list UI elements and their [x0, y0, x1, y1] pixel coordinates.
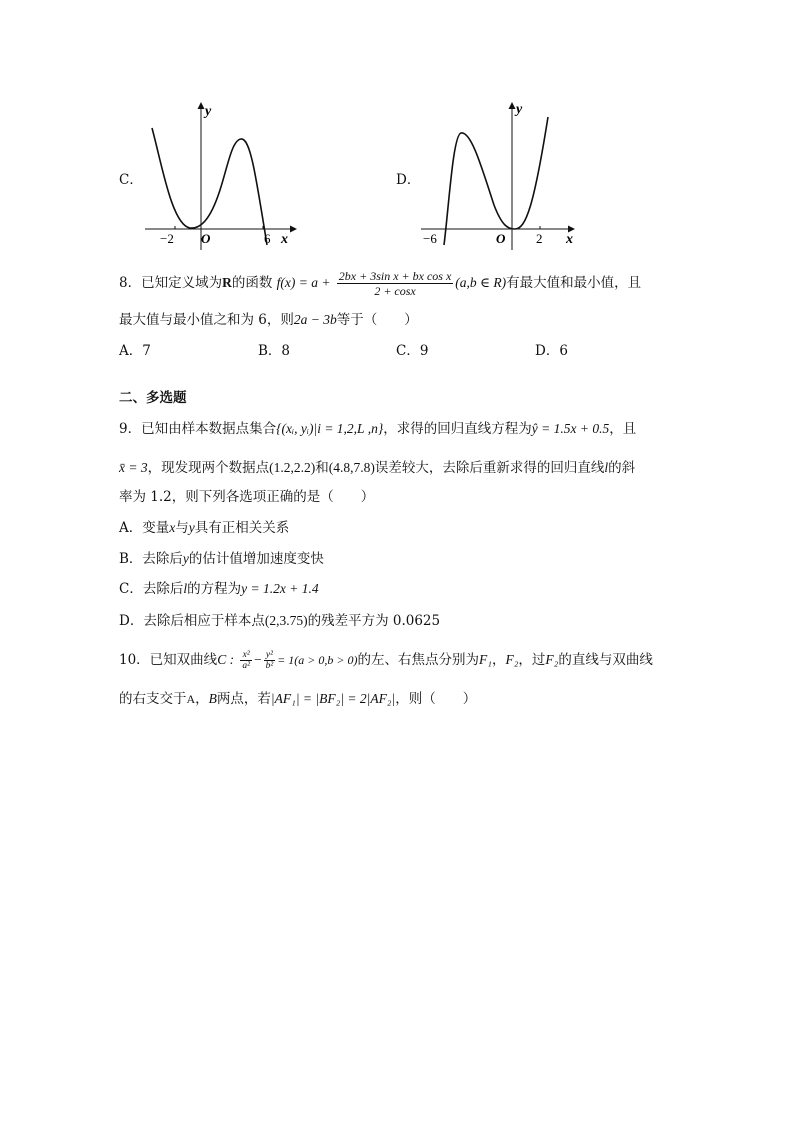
q8-denominator: 2 + cosx	[374, 284, 416, 298]
q8-option-c[interactable]: C．9	[396, 343, 429, 359]
graph-d-x-label: x	[566, 232, 573, 247]
q8-line2: 最大值与最小值之和为 6，则2a − 3b等于（ ）	[119, 312, 418, 328]
graph-c-y-arrow	[198, 102, 205, 109]
graph-d-tick-right: 2	[536, 231, 543, 246]
graph-c-x-label: x	[281, 232, 288, 247]
q8-expr: 2a − 3b	[293, 312, 337, 327]
q8-numerator: 2bx + 3sin x + bx cos x	[338, 269, 452, 283]
graph-c-y-label: y	[205, 104, 212, 119]
q9-equation: ŷ = 1.5x + 0.5	[531, 421, 610, 436]
option-c-label: C．	[119, 172, 143, 188]
q8-line1: 8．已知定义域为R的函数 f(x) = a + $\frac{\text{2bx + 3sin x + bx cos x}}{2 + \cos x}$ (a,b ∈ R)有最大值和最小值，且	[119, 269, 642, 298]
q9-line1: 9．已知由样本数据点集合{(xᵢ, yᵢ)|i = 1,2,L ,n}，求得的回归直线方程为ŷ = 1.5x + 0.5，且	[119, 421, 637, 437]
q9-option-b[interactable]: B．去除后y的估计值增加速度变快	[119, 551, 324, 567]
q9-point-1: (1.2,2.2)	[269, 460, 316, 475]
q8-fx: f(x) = a +	[276, 275, 331, 290]
graph-d-tick-left: −6	[423, 231, 437, 246]
graph-d-y-arrow	[509, 102, 516, 109]
q9-line2: x̄ = 3，现发现两个数据点(1.2,2.2)和(4.8,7.8)误差较大，去除后重新求得的回归直线l的斜	[119, 460, 636, 476]
q10-line1: 10．已知双曲线C : $\frac{\text{x²}}{\text{a²}}$ − $\frac{\text{y²}}{\text{b²}}$ = 1(a > 0,b > 0)的左、右焦点分别为F₁，F₂，过F₂的直线与双曲线	[119, 650, 653, 671]
q9-option-d[interactable]: D．去除后相应于样本点(2,3.75)的残差平方为 0.0625	[119, 613, 441, 629]
q8-option-b[interactable]: B．8	[258, 343, 291, 359]
graph-c-origin-label: O	[201, 231, 211, 246]
q8-params: (a,b ∈ R)	[455, 275, 507, 290]
graph-c-tick-left: −2	[160, 231, 174, 246]
graph-c-tick-right: 6	[264, 231, 271, 246]
q9-line3: 率为 1.2，则下列各选项正确的是（ ）	[119, 489, 375, 505]
q10-frac-x: $\frac{\text{x²}}{\text{a²}}$	[242, 650, 250, 671]
graph-c	[140, 95, 300, 255]
graph-d	[416, 95, 586, 255]
q9-option-c[interactable]: C．去除后l的方程为y = 1.2x + 1.4	[119, 581, 319, 597]
q8-option-a[interactable]: A．7	[119, 343, 151, 359]
q8-fraction	[337, 269, 454, 298]
section-title: 二、多选题	[119, 390, 187, 406]
graph-c-x-arrow	[290, 226, 297, 233]
q9-option-a[interactable]: A．变量x与y具有正相关关系	[119, 520, 290, 536]
q10-abs-expr: |AF₁| = |BF₂| = 2|AF₂|	[270, 691, 396, 706]
q8-option-d[interactable]: D．6	[535, 343, 568, 359]
graph-d-origin-label: O	[496, 231, 506, 246]
q10-line2: 的右支交于A，B两点，若|AF₁| = |BF₂| = 2|AF₂|，则（ ）	[119, 691, 477, 707]
q9-xbar: x̄ = 3	[119, 460, 148, 475]
graph-d-curve	[444, 117, 548, 245]
option-d-label: D．	[396, 172, 421, 188]
q9-point-2: (4.8,7.8)	[328, 460, 375, 475]
q9-set: {(xᵢ, yᵢ)|i = 1,2,L ,n}	[276, 421, 384, 436]
graph-c-curve	[152, 128, 267, 245]
q10-frac-y: $\frac{\text{y²}}{\text{b²}}$	[265, 650, 274, 671]
q8-set-r: R	[222, 275, 232, 290]
graph-d-y-label: y	[516, 102, 523, 117]
